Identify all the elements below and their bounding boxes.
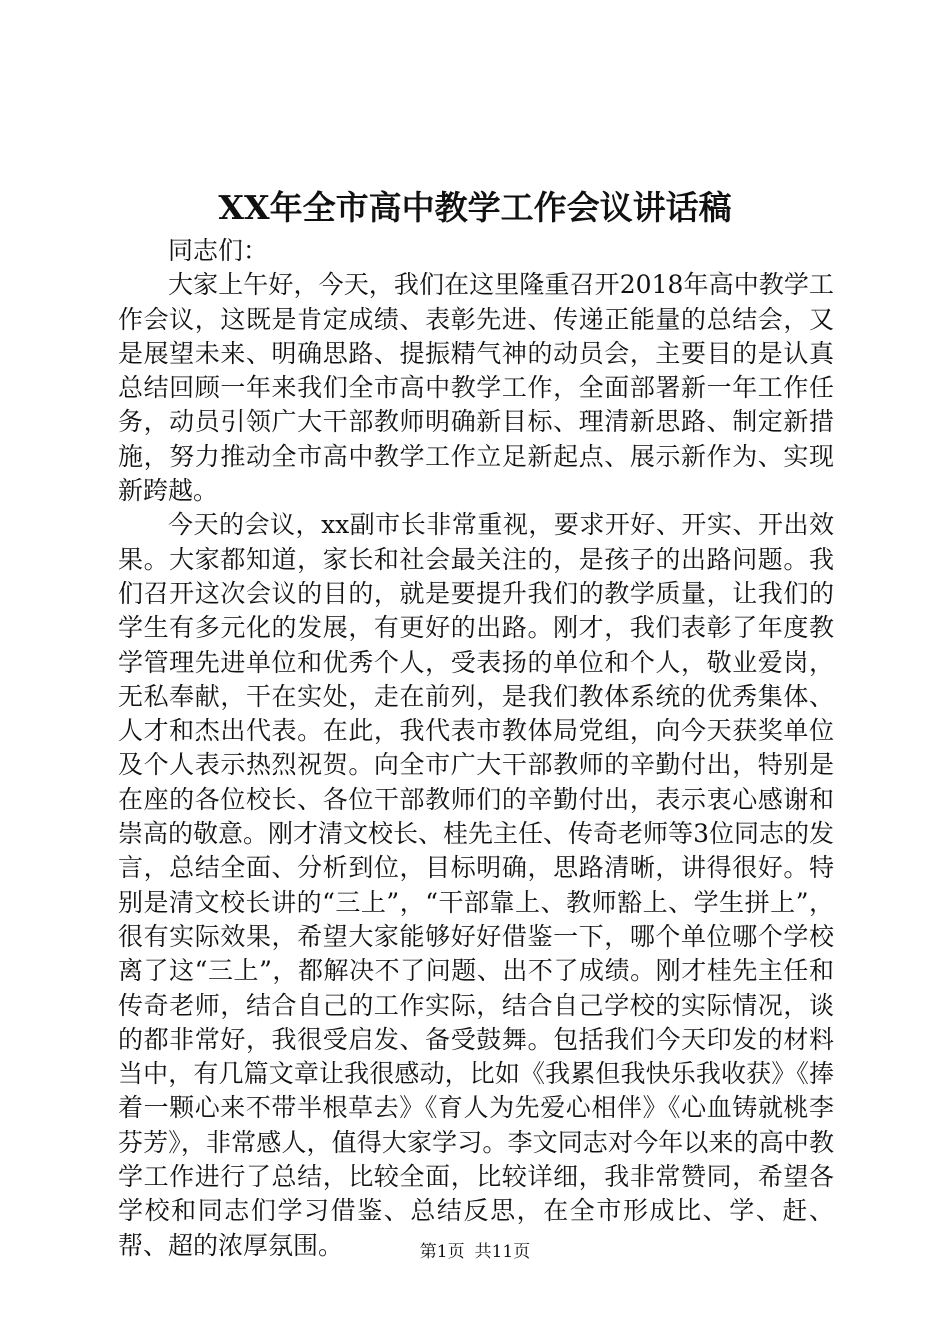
- document-body: [118, 234, 834, 1263]
- salutation: 同志们：: [168, 236, 269, 265]
- document-title: XX年全市高中教学工作会议讲话稿: [218, 188, 732, 227]
- body-paragraph: 大家上午好，今天，我们在这里隆重召开2018年高中教学工作会议，这既是肯定成绩、表彰先进、传递正能量的总结会，又是展望未来、明确思路、提振精气神的动员会，主要目的是认真总结回顾一年来我们全市高中教学工作，全面部署新一年工作任务，动员引领广大干部教师明确新目标、理清新思路、制定新措施，努力推动全市高中教学工作立足新起点、展示新作为、实现新跨越。: [118, 270, 834, 506]
- body-paragraph: 今天的会议，xx副市长非常重视，要求开好、开实、开出效果。大家都知道，家长和社会最关注的，是孩子的出路问题。我们召开这次会议的目的，就是要提升我们的教学质量，让我们的学生有多元化的发展，有更好的出路。刚才，我们表彰了年度教学管理先进单位和优秀个人，受表扬的单位和个人，敬业爱岗，无私奉献，干在实处，走在前列，是我们教体系统的优秀集体、人才和杰出代表。在此，我代表市教体局党组，向今天获奖单位及个人表示热烈祝贺。向全市广大干部教师的辛勤付出，特别是在座的各位校长、各位干部教师们的辛勤付出，表示衷心感谢和崇高的敬意。刚才清文校长、桂先主任、传奇老师等3位同志的发言，总结全面、分析到位，目标明确，思路清晰，讲得很好。特别是清文校长讲的“三上”，“干部靠上、教师豁上、学生拼上”，很有实际效果，希望大家能够好好借鉴一下，哪个单位哪个学校离了这“三上”，都解决不了问题、出不了成绩。刚才桂先主任和传奇老师，结合自己的工作实际，结合自己学校的实际情况，谈的都非常好，我很受启发、备受鼓舞。包括我们今天印发的材料当中，有几篇文章让我很感动，比如《我累但我快乐我收获》《捧着一颗心来不带半根草去》《育人为先爱心相伴》《心血铸就桃李芬芳》，非常感人，值得大家学习。李文同志对今年以来的高中教学工作进行了总结，比较全面，比较详细，我非常赞同，希望各学校和同志们学习借鉴、总结反思，在全市形成比、学、赶、帮、超的浓厚氛围。: [118, 510, 834, 1260]
- page-number: 第1页: [419, 1242, 465, 1262]
- page-count: 共11页: [474, 1242, 531, 1262]
- page-footer: [0, 1240, 950, 1264]
